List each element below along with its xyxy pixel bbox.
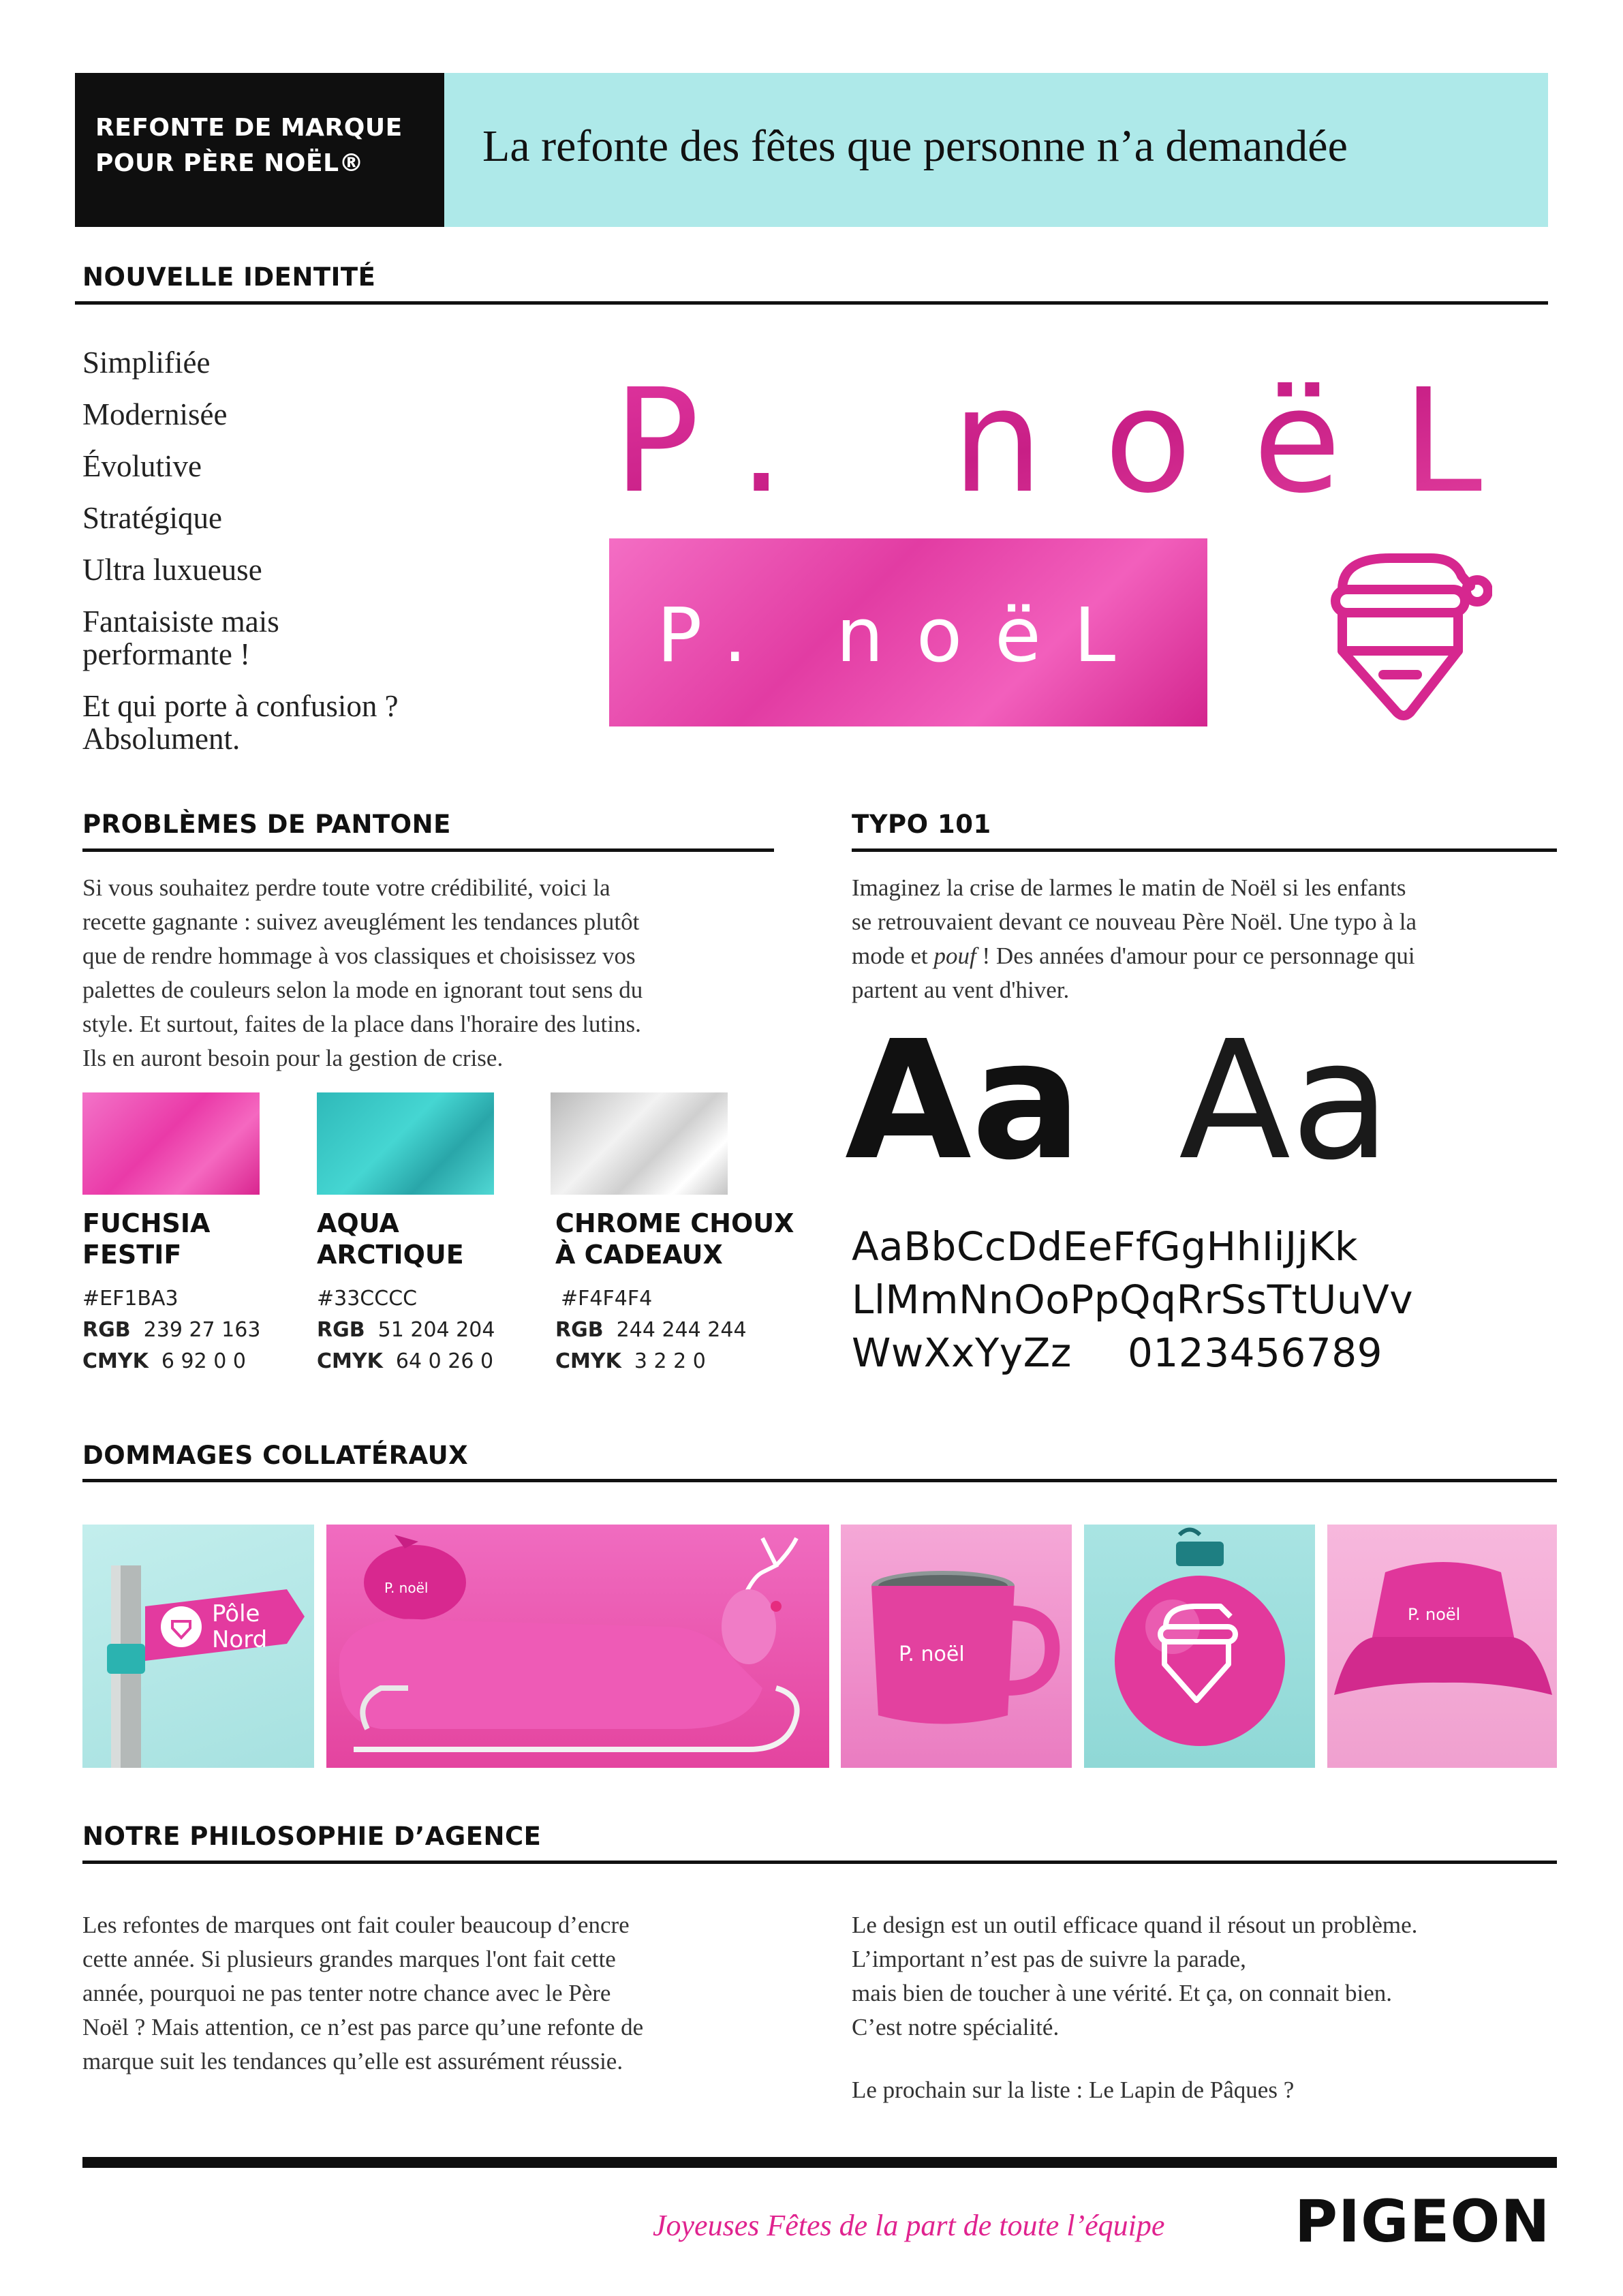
- adjective-item: Et qui porte à confusion ?: [82, 689, 399, 723]
- swatch-name-line: CHROME CHOUX: [555, 1208, 794, 1238]
- footer-rule: [82, 2157, 1557, 2168]
- swatch-name: [555, 1208, 794, 1270]
- santa-icon: [1329, 549, 1492, 726]
- swatch-name-line: ARCTIQUE: [317, 1240, 464, 1270]
- swatch-name-line: FUCHSIA: [82, 1208, 211, 1238]
- header-tagline-box: [444, 73, 1548, 227]
- adjective-item: Stratégique: [82, 501, 222, 535]
- logo-banner: [609, 538, 1207, 726]
- header-label-box: [75, 73, 444, 227]
- alphabet-line: LlMmNnOoPpQqRrSsTtUuVv: [852, 1276, 1414, 1323]
- adjective-item: Évolutive: [82, 449, 202, 483]
- typo-text: [852, 871, 1560, 1007]
- philosophy-line: Noël ? Mais attention, ce n’est pas parce qu’une refonte de: [82, 2014, 644, 2040]
- swatch-cmyk: 3 2 2 0: [634, 1349, 706, 1373]
- cmyk-label: CMYK: [82, 1349, 149, 1373]
- photo-sleigh: [326, 1525, 829, 1768]
- philosophy-line: Le design est un outil efficace quand il résout un problème.: [852, 1912, 1418, 1938]
- swatch-meta: [555, 1283, 747, 1377]
- swatch-fuchsia: [82, 1092, 260, 1195]
- pantone-text-line: recette gagnante : suivez aveuglément les tendances plutôt: [82, 908, 640, 935]
- pantone-text: [82, 871, 777, 1075]
- philosophy-left: [82, 1908, 805, 2079]
- hat-illustration: [1327, 1525, 1557, 1768]
- mug-text: P. noël: [899, 1642, 965, 1666]
- adjective-item: performante !: [82, 637, 251, 671]
- swatch-hex: #EF1BA3: [82, 1287, 179, 1311]
- alphabet-line: AaBbCcDdEeFfGgHhIiJjKk: [852, 1223, 1358, 1270]
- cmyk-label: CMYK: [555, 1349, 621, 1373]
- philosophy-line: marque suit les tendances qu’elle est assurément réussie.: [82, 2048, 623, 2075]
- philosophy-line: année, pourquoi ne pas tenter notre chance avec le Père: [82, 1980, 611, 2006]
- rgb-label: RGB: [82, 1318, 131, 1342]
- adjective-item: Absolument.: [82, 722, 241, 756]
- swatch-chrome: [551, 1092, 728, 1195]
- banner-wordmark-text: P. noëL: [657, 592, 1149, 679]
- swatch-name-line: FESTIF: [82, 1240, 182, 1270]
- swatch-hex: #33CCCC: [317, 1287, 418, 1311]
- sign-text-line1: Pôle: [212, 1600, 260, 1627]
- banner-wordmark: [609, 538, 1207, 726]
- swatch-rgb: 244 244 244: [616, 1318, 747, 1342]
- rgb-label: RGB: [555, 1318, 604, 1342]
- swatch-name-line: À CADEAUX: [555, 1240, 723, 1270]
- swatch-name: [82, 1208, 210, 1270]
- type-sample-light: Aa: [1179, 1005, 1391, 1196]
- typo-rule: [852, 848, 1557, 852]
- alphabet-digits: 0123456789: [1128, 1330, 1383, 1376]
- swatch-cmyk: 6 92 0 0: [161, 1349, 246, 1373]
- typo-text-part: ! Des années d'amour pour ce personnage qui: [976, 943, 1415, 969]
- adjective-item: Ultra luxueuse: [82, 553, 262, 587]
- philosophy-line: cette année. Si plusieurs grandes marques l'ont fait cette: [82, 1946, 616, 1972]
- pantone-text-line: palettes de couleurs selon la mode en ignorant tout sens du: [82, 977, 643, 1003]
- photo-sign: [82, 1525, 314, 1768]
- header-label-line2: POUR PÈRE NOËL®: [95, 149, 365, 177]
- photo-hat: [1327, 1525, 1557, 1768]
- identity-heading: NOUVELLE IDENTITÉ: [82, 262, 376, 292]
- swatch-name: [317, 1208, 464, 1270]
- header-label-line1: REFONTE DE MARQUE: [95, 114, 403, 142]
- typo-text-emphasis: pouf: [933, 943, 976, 969]
- adjective-item: Modernisée: [82, 397, 228, 431]
- philosophy-line: Les refontes de marques ont fait couler beaucoup d’encre: [82, 1912, 630, 1938]
- rgb-label: RGB: [317, 1318, 365, 1342]
- philosophy-line: C’est notre spécialité.: [852, 2014, 1060, 2040]
- logo-wordmark: [606, 368, 1547, 504]
- mug-illustration: [841, 1525, 1072, 1768]
- philosophy-line: L’important n’est pas de suivre la parade,: [852, 1946, 1246, 1972]
- pantone-rule: [82, 848, 774, 852]
- collateral-rule: [82, 1479, 1557, 1482]
- philosophy-closing: Le prochain sur la liste : Le Lapin de Pâques ?: [852, 2077, 1295, 2103]
- typo-text-line: [852, 939, 1560, 973]
- adjective-item: Fantaisiste mais: [82, 604, 279, 639]
- pantone-text-line: style. Et surtout, faites de la place dans l'horaire des lutins.: [82, 1011, 641, 1037]
- typo-heading: TYPO 101: [852, 810, 991, 839]
- swatch-aqua: [317, 1092, 494, 1195]
- alphabet-line: WwXxYyZz: [852, 1330, 1072, 1376]
- header-tagline: La refonte des fêtes que personne n’a demandée: [482, 121, 1348, 171]
- sleigh-bag-text: P. noël: [384, 1580, 429, 1596]
- sleigh-illustration: [326, 1525, 829, 1768]
- typo-text-line: se retrouvaient devant ce nouveau Père Noël. Une typo à la: [852, 908, 1417, 935]
- swatch-cmyk: 64 0 26 0: [395, 1349, 494, 1373]
- footer-tagline: Joyeuses Fêtes de la part de toute l’équipe: [653, 2209, 1165, 2242]
- philosophy-line: mais bien de toucher à une vérité. Et ça, on connait bien.: [852, 1980, 1393, 2006]
- typo-text-part: mode et: [852, 943, 934, 969]
- collateral-heading: DOMMAGES COLLATÉRAUX: [82, 1441, 469, 1470]
- hat-text: P. noël: [1408, 1605, 1461, 1624]
- logo-wordmark-text: P. noëL: [613, 368, 1544, 504]
- typo-text-line: partent au vent d'hiver.: [852, 977, 1070, 1003]
- photo-ornament: [1084, 1525, 1315, 1768]
- pantone-text-line: Si vous souhaitez perdre toute votre crédibilité, voici la: [82, 874, 610, 901]
- swatch-hex: #F4F4F4: [561, 1287, 653, 1311]
- philosophy-heading: NOTRE PHILOSOPHIE D’AGENCE: [82, 1822, 542, 1851]
- swatch-name-line: AQUA: [317, 1208, 399, 1238]
- pantone-text-line: que de rendre hommage à vos classiques et choisissez vos: [82, 943, 636, 969]
- photo-mug: [841, 1525, 1072, 1768]
- typo-text-line: Imaginez la crise de larmes le matin de Noël si les enfants: [852, 874, 1406, 901]
- identity-rule: [75, 301, 1548, 305]
- philosophy-right: [852, 1908, 1560, 2107]
- swatch-rgb: 239 27 163: [143, 1318, 261, 1342]
- swatch-rgb: 51 204 204: [377, 1318, 495, 1342]
- swatch-meta: [82, 1283, 260, 1377]
- ornament-illustration: [1084, 1525, 1315, 1768]
- philosophy-rule: [82, 1861, 1557, 1864]
- type-sample-bold: Aa: [845, 1005, 1082, 1196]
- adjective-item: Simplifiée: [82, 346, 211, 380]
- pantone-text-line: Ils en auront besoin pour la gestion de crise.: [82, 1045, 504, 1071]
- pantone-heading: PROBLÈMES DE PANTONE: [82, 810, 451, 839]
- footer-brand-logo: PIGEON: [1295, 2188, 1551, 2256]
- sign-text-line2: Nord: [212, 1626, 268, 1653]
- sign-illustration: [82, 1525, 314, 1768]
- swatch-meta: [317, 1283, 495, 1377]
- cmyk-label: CMYK: [317, 1349, 383, 1373]
